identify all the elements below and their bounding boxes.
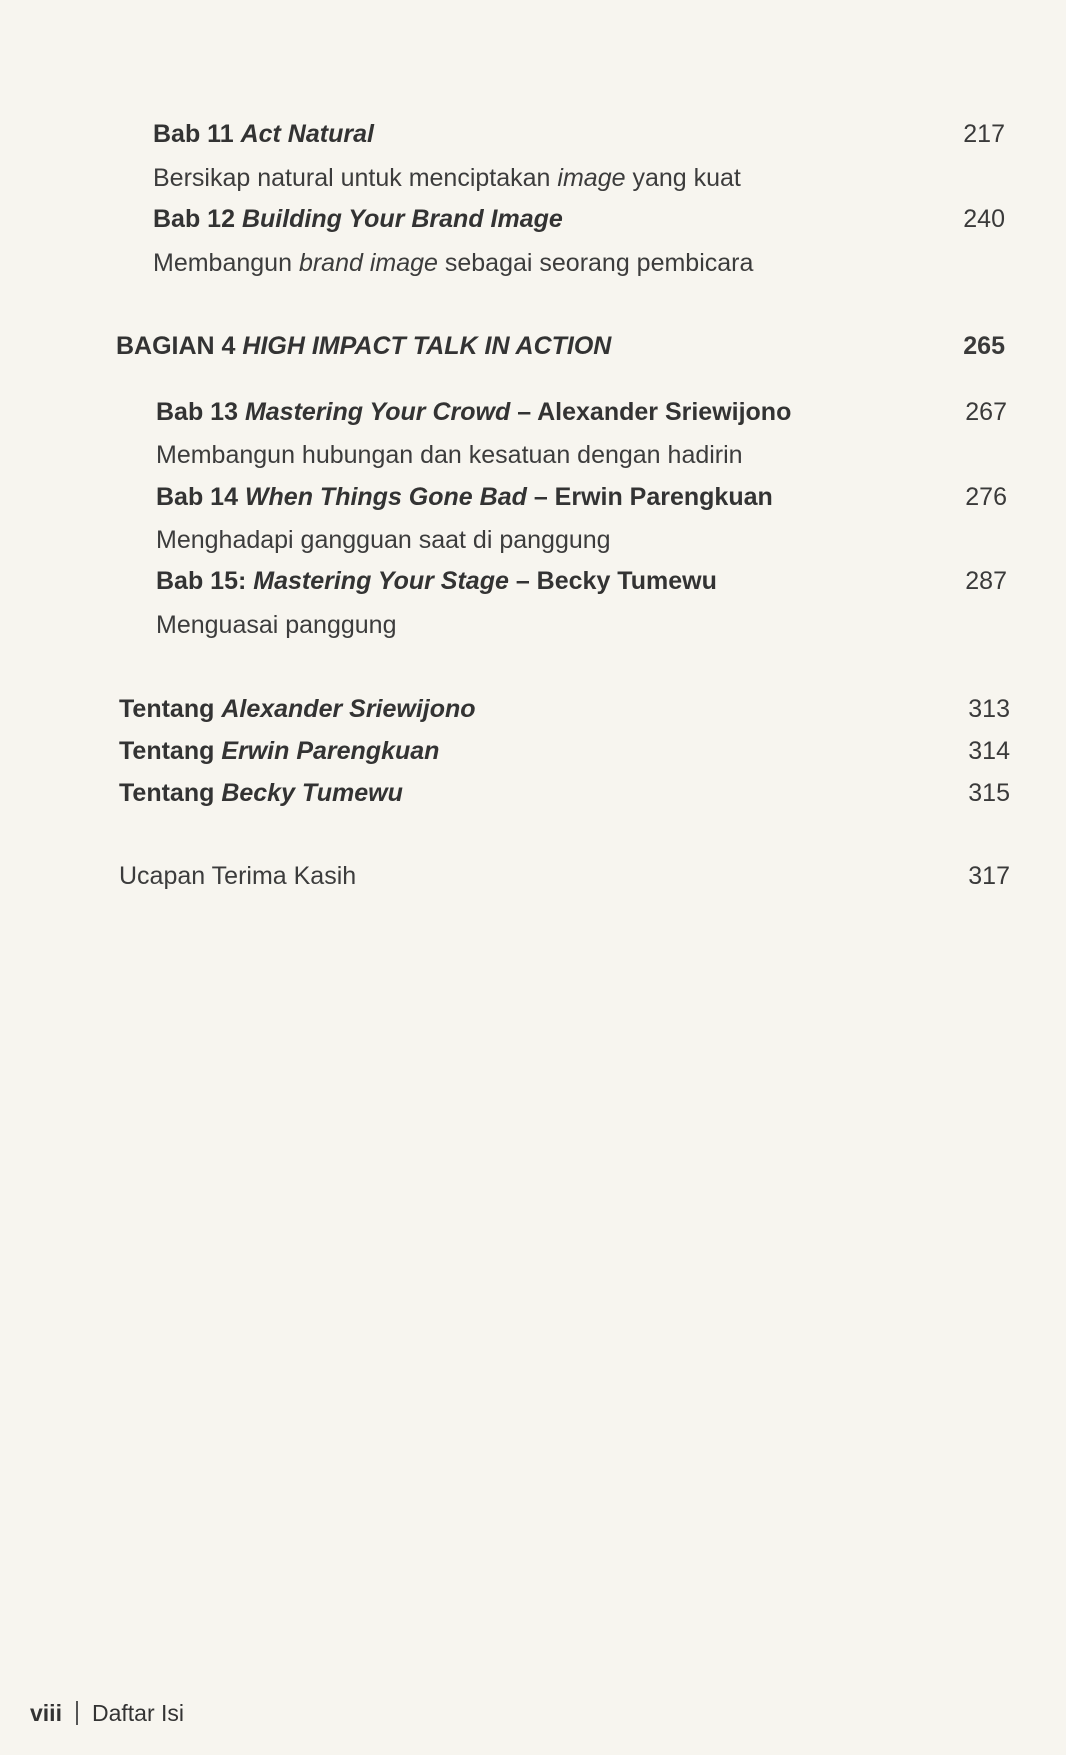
- toc-entry-bab-11: Bab 11 Act Natural: [153, 120, 374, 148]
- footer-page-number: viii: [30, 1700, 62, 1726]
- footer-divider: [76, 1701, 78, 1725]
- toc-part-heading: BAGIAN 4 HIGH IMPACT TALK IN ACTION: [116, 332, 612, 360]
- toc-description: Menghadapi gangguan saat di panggung: [156, 526, 611, 554]
- page-footer: [30, 1700, 184, 1727]
- toc-entry-about-becky: Tentang Becky Tumewu: [119, 779, 403, 807]
- toc-page-number: 314: [968, 737, 1010, 765]
- toc-page-number: 265: [963, 332, 1005, 360]
- toc-entry-bab-15: Bab 15: Mastering Your Stage – Becky Tumewu: [156, 567, 717, 595]
- toc-page-number: 287: [965, 567, 1007, 595]
- toc-page-number: 267: [965, 398, 1007, 426]
- footer-section-title: Daftar Isi: [91, 1700, 184, 1726]
- toc-entry-about-alexander: Tentang Alexander Sriewijono: [119, 695, 476, 723]
- toc-page-number: 313: [968, 695, 1010, 723]
- toc-entry-bab-13: Bab 13 Mastering Your Crowd – Alexander Sriewijono: [156, 398, 792, 426]
- toc-entry-bab-12: Bab 12 Building Your Brand Image: [153, 205, 563, 233]
- toc-page-number: 315: [968, 779, 1010, 807]
- toc-description: Menguasai panggung: [156, 611, 397, 639]
- toc-page-number: 240: [963, 205, 1005, 233]
- toc-page-number: 217: [963, 120, 1005, 148]
- toc-page-number: 317: [968, 862, 1010, 890]
- toc-entry-bab-14: Bab 14 When Things Gone Bad – Erwin Parengkuan: [156, 483, 773, 511]
- toc-description: Bersikap natural untuk menciptakan image yang kuat: [153, 164, 741, 192]
- toc-entry-acknowledgements: Ucapan Terima Kasih: [119, 862, 357, 890]
- toc-entry-about-erwin: Tentang Erwin Parengkuan: [119, 737, 440, 765]
- toc-description: Membangun hubungan dan kesatuan dengan hadirin: [156, 441, 743, 469]
- toc-page-number: 276: [965, 483, 1007, 511]
- toc-description: Membangun brand image sebagai seorang pembicara: [153, 249, 754, 277]
